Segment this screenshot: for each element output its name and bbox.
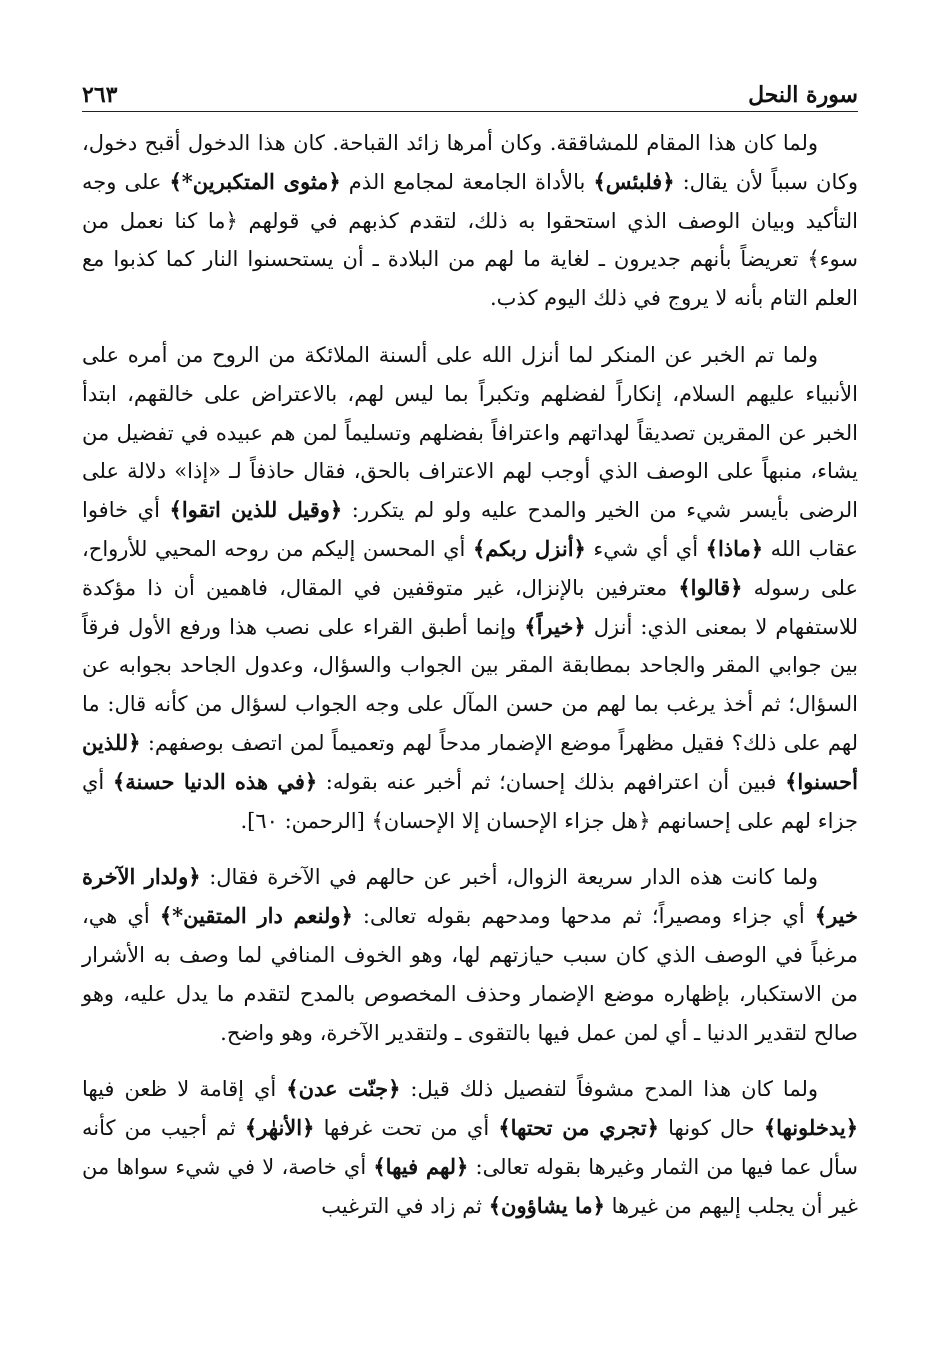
body-text: ولما كانت هذه الدار سريعة الزوال، أخبر عن حالهم في الآخرة فقال: [200,865,818,890]
quran-quote: ﴿مثوى المتكبرين*﴾ [169,168,341,194]
quran-quote: ﴿ولنعم دار المتقين*﴾ [159,903,353,929]
body-text: أي من تحت غرفها [314,1116,499,1141]
paragraph [82,124,858,318]
page-header [82,78,858,108]
quran-quote: ﴿وقيل للذين اتقوا﴾ [169,497,343,523]
body-text: فبين أن اعترافهم بذلك إحسان؛ ثم أخبر عنه بقوله: [317,769,786,794]
quran-quote: ﴿تجري من تحتها﴾ [498,1115,659,1141]
quran-quote: ﴿جنّت عدن﴾ [286,1076,401,1102]
quran-quote: ﴿في هذه الدنيا حسنة﴾ [112,768,318,794]
page-number: ٢٦٣ [82,82,118,108]
header-divider [82,111,858,112]
quran-quote: ﴿ما يشاؤون﴾ [488,1192,605,1218]
quran-quote: ﴿يدخلونها﴾ [763,1115,858,1141]
quran-quote: ﴿لهم فيها﴾ [373,1153,469,1179]
paragraph [82,336,858,840]
quran-quote: ﴿فلبئس﴾ [593,168,675,194]
surah-title: سورة النحل [748,82,858,108]
body-text: أي جزاء لهم على إحسانهم ﴿هل جزاء الإحسان إلا الإحسان﴾ [الرحمن: ٦٠]. [82,769,858,833]
quran-quote: ﴿ماذا﴾ [705,535,764,561]
body-text: أي أي شيء [585,536,706,561]
quran-quote: ﴿ولدار الآخرة خير﴾ [82,864,858,929]
quran-quote: ﴿خيراً﴾ [524,613,586,639]
body-text: أي خاصة، لا في شيء سواها من غير أن يجلب إليهم من غيرها [82,1154,858,1218]
body-text: ولما كان هذا المقام للمشاققة. وكان أمرها زائد القباحة. كان هذا الدخول أقبح دخول، وكان سبباً لأن يقال: [82,131,858,194]
body-text: حال كونها [658,1116,764,1141]
quran-quote: ﴿للذين أحسنوا﴾ [82,729,858,794]
body-text: أي المحسن إليكم من روحه المحيي للأرواح، على رسوله [82,536,858,600]
body-text: ثم زاد في الترغيب [321,1193,489,1218]
body-text: وإنما أطبق القراء على نصب هذا ورفع الأول فرقاً بين جوابي المقر والجاحد بمطابقة المقر بين الجواب والسؤال، وعدول الجاحد بجوابه عن السؤال؛ ثم أخذ يرغب بما لهم من حسن المآل على وجه الجواب لسؤال من كأنه قال: ما لهم على ذلك؟ فقيل مظهراً موضع الإضمار مدحاً لهم وتعميماً لمن اتصف بوصفهم: [82,614,858,755]
body-text: ولما كان هذا المدح مشوفاً لتفصيل ذلك قيل: [400,1077,818,1102]
body-text: أي إقامة لا ظعن فيها [82,1077,287,1102]
paragraph [82,1070,858,1225]
body-text: أي هي، مرغباً في الوصف الذي كان سبب حيازتهم لها، وهو الخوف المنافي لما وصف به الأشرار من الاستكبار، بإظهاره موضع الإضمار وحذف المخصوص بالمدح لتقدم ما يدل عليه، وهو صالح لتقدير الدنيا ـ أي لمن عمل فيها بالتقوى ـ ولتقدير الآخرة، وهو واضح. [82,904,858,1045]
body-text: ولما تم الخبر عن المنكر لما أنزل الله على ألسنة الملائكة من الروح من أمره على الأنبياء عليهم السلام، إنكاراً لفضلهم وتكبراً بما ليس لهم، بالاعتراض على خالقهم، ابتدأ الخبر عن المقرين تصديقاً لهداتهم واعترافاً بفضلهم وتسليماً لمن هم عبيده في تفضيل من يشاء، منبهاً على الوصف الذي أوجب لهم الاعتراف بالحق، فقال حاذفاً لـ «إذا» دلالة على الرضى بأيسر شيء من الخير والمدح عليه ولو لم يتكرر: [82,342,858,523]
quran-quote: ﴿قالوا﴾ [678,574,743,600]
body-text: معترفين بالإنزال، غير متوقفين في المقال، فاهمين أن ذا مؤكدة للاستفهام لا بمعنى الذي: أنزل [82,575,858,639]
body-text: أي جزاء ومصيراً؛ ثم مدحها ومدحهم بقوله تعالى: [352,904,815,929]
body-text: أي خافوا عقاب الله [82,498,859,561]
page-body [82,124,858,1226]
body-text: على وجه التأكيد وبيان الوصف الذي استحقوا به ذلك، لتقدم كذبهم في قولهم ﴿ما كنا نعمل من سوء﴾ تعريضاً بأنهم جديرون ـ لغاية ما لهم من البلادة ـ أن يستحسنوا النار كما كذبوا مع العلم التام بأنه لا يروج في ذلك اليوم كذب. [82,169,858,311]
paragraph [82,858,858,1052]
body-text: بالأداة الجامعة لمجامع الذم [340,169,594,194]
body-text: ثم أجيب من كأنه سأل عما فيها من الثمار وغيرها بقوله تعالى: [82,1116,858,1179]
quran-quote: ﴿الأنهٰر﴾ [244,1115,315,1141]
quran-quote: ﴿أنزل ربكم﴾ [472,535,586,561]
